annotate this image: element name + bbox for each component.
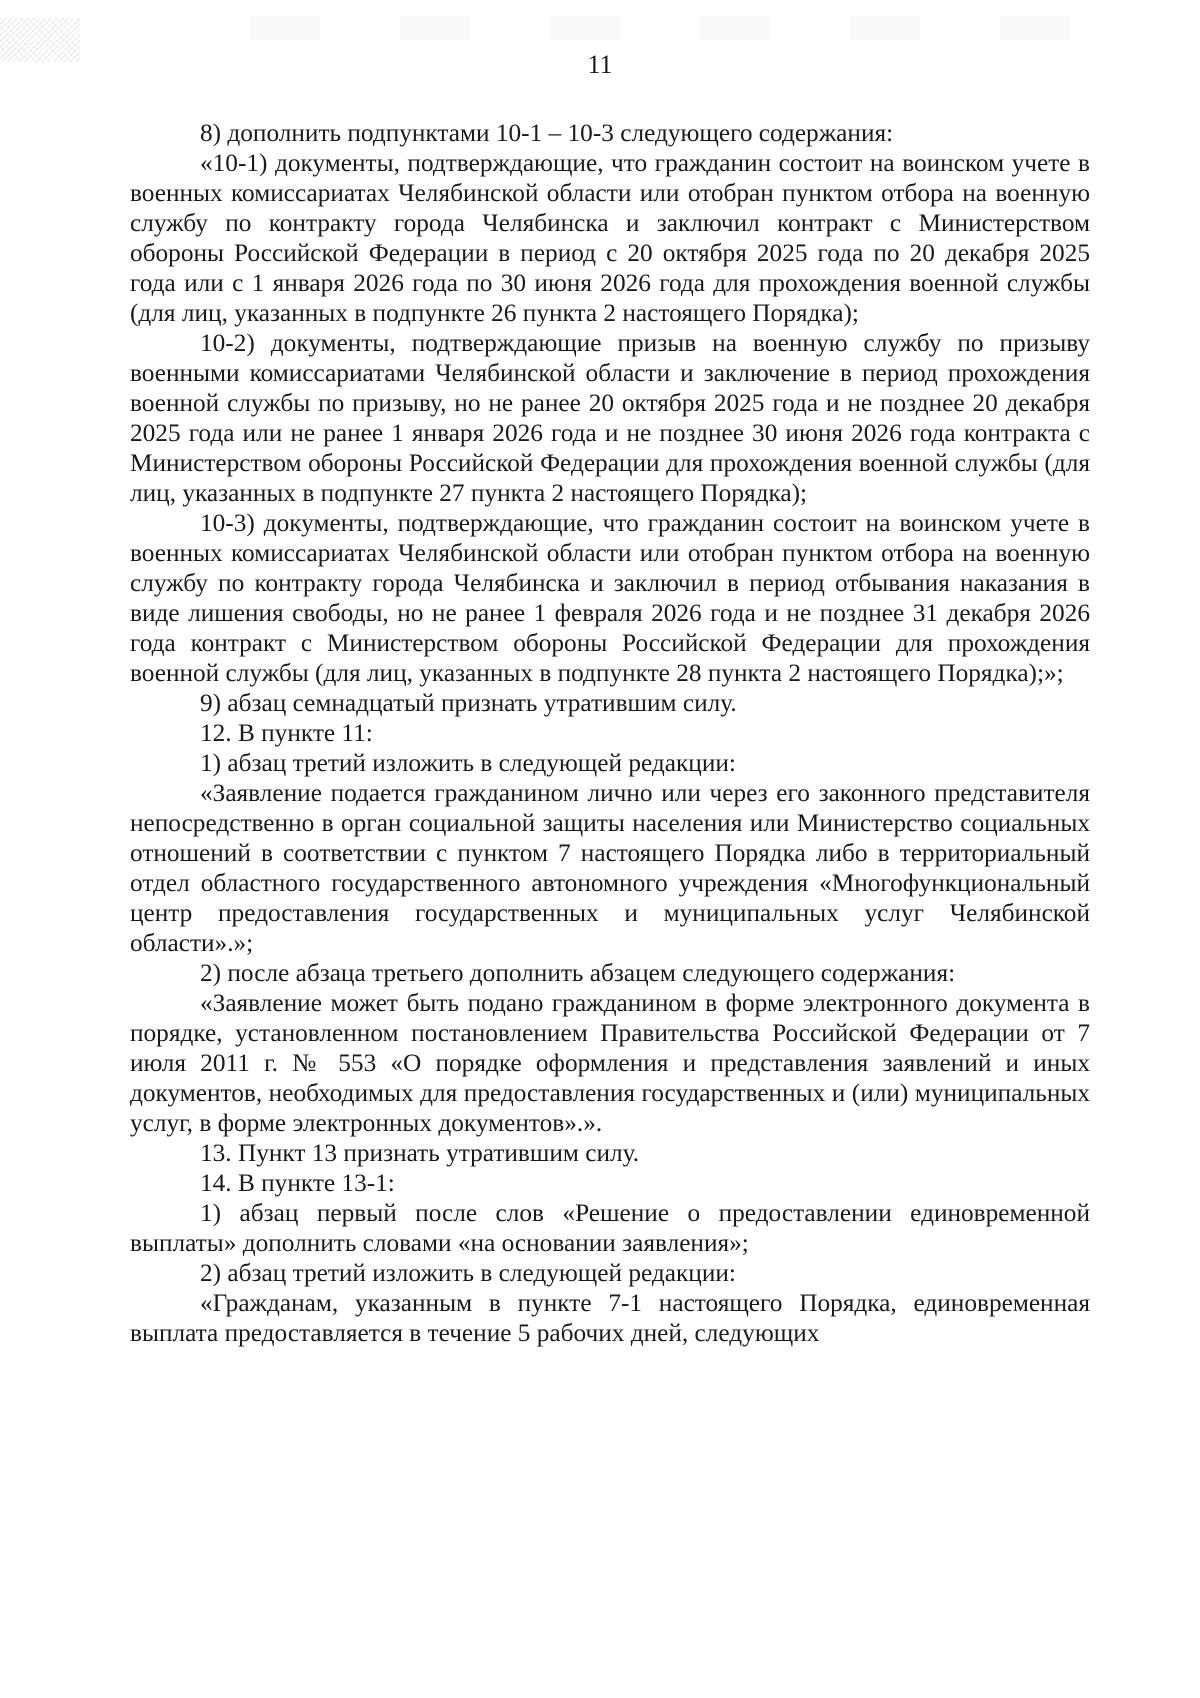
- paragraph: 2) абзац третий изложить в следующей редакции:: [200, 1259, 736, 1287]
- paragraph: 12. В пункте 11:: [200, 719, 373, 747]
- paragraph: 9) абзац семнадцатый признать утратившим силу.: [200, 689, 737, 717]
- page-number: 11: [587, 50, 613, 79]
- paragraph: «Гражданам, указанным в пункте 7-1 настоящего Порядка, единовременная выплата предоставляется в течение 5 рабочих дней, следующих: [130, 1289, 1090, 1347]
- paragraph: 8) дополнить подпунктами 10-1 – 10-3 следующего содержания:: [200, 119, 894, 147]
- document-body: [130, 118, 1090, 1348]
- paragraph: 10-3) документы, подтверждающие, что гражданин состоит на воинском учете в военных комиссариатах Челябинской области или отобран пунктом отбора на военную службу по контракту города Челябинска и заключил в период отбывания наказания в виде лишения свободы, но не ранее 1 февраля 2026 года и не позднее 31 декабря 2026 года контракт с Министерством обороны Российской Федерации для прохождения военной службы (для лиц, указанных в подпункте 28 пункта 2 настоящего Порядка);»;: [130, 509, 1090, 687]
- scan-artifact-top: [250, 16, 1130, 40]
- paragraph: «Заявление может быть подано гражданином в форме электронного документа в порядке, установленном постановлением Правительства Российской Федерации от 7 июля 2011 г. № 553 «О порядке оформления и представления заявлений и иных документов, необходимых для предоставления государственных и (или) муниципальных услуг, в форме электронных документов».».: [130, 989, 1090, 1137]
- paragraph: 13. Пункт 13 признать утратившим силу.: [200, 1139, 640, 1167]
- paragraph: 14. В пункте 13-1:: [200, 1169, 395, 1197]
- paragraph: 1) абзац первый после слов «Решение о предоставлении единовременной выплаты» дополнить словами «на основании заявления»;: [130, 1199, 1090, 1257]
- paragraph: 2) после абзаца третьего дополнить абзацем следующего содержания:: [200, 959, 956, 987]
- paragraph: 10-2) документы, подтверждающие призыв на военную службу по призыву военными комиссариатами Челябинской области и заключение в период прохождения военной службы по призыву, но не ранее 20 октября 2025 года и не позднее 20 декабря 2025 года или не ранее 1 января 2026 года и не позднее 30 июня 2026 года контракта с Министерством обороны Российской Федерации для прохождения военной службы (для лиц, указанных в подпункте 27 пункта 2 настоящего Порядка);: [130, 329, 1090, 507]
- paragraph: «10-1) документы, подтверждающие, что гражданин состоит на воинском учете в военных комиссариатах Челябинской области или отобран пунктом отбора на военную службу по контракту города Челябинска и заключил контракт с Министерством обороны Российской Федерации в период с 20 октября 2025 года по 20 декабря 2025 года или с 1 января 2026 года по 30 июня 2026 года для прохождения военной службы (для лиц, указанных в подпункте 26 пункта 2 настоящего Порядка);: [130, 149, 1090, 327]
- paragraph: «Заявление подается гражданином лично или через его законного представителя непосредственно в орган социальной защиты населения или Министерство социальных отношений в соответствии с пунктом 7 настоящего Порядка либо в территориальный отдел областного государственного автономного учреждения «Многофункциональный центр предоставления государственных и муниципальных услуг Челябинской области».»;: [130, 779, 1090, 957]
- paragraph: 1) абзац третий изложить в следующей редакции:: [200, 749, 736, 777]
